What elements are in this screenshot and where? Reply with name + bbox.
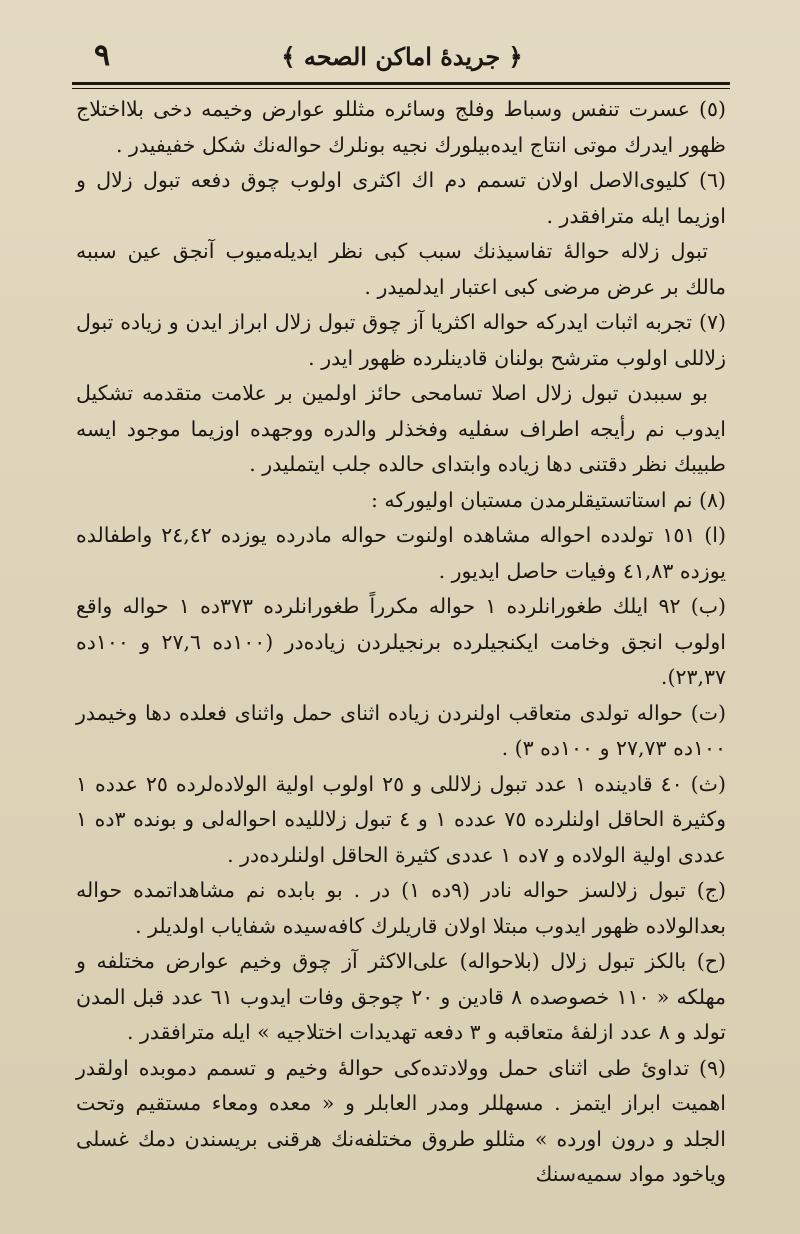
paragraph-8-te: (ت) حواله تولدى متعاقب اولنردن زياده اثناى حمل واثناى فعلده دها وخيمدر ١٠٠‌ده ٢٧,٧٣ و ١٠٠‌ده ٣) . (76, 700, 726, 760)
paragraph-7: (٧) تجربه اثبات ايدركه حواله اكثريا آز چوق تبول زلال ابراز ايدن و زياده تبول زلاللى اولوب مترشح بولنان قادينلرده ظهور ايدر . (76, 310, 726, 370)
page-header (72, 38, 732, 78)
paragraph-8: (٨) نم استاتستيقلرمدن مستبان اوليوركه : (371, 487, 726, 512)
header-rule-thick (72, 82, 730, 85)
paragraph-6: (٦) كليوى‌الاصل اولان تسمم دم اك اكثرى اولوب چوق دفعه تبول زلال و اوزيما ايله مترافقدر . (76, 168, 726, 228)
paragraph-8-ha: (ح) بالكز تبول زلال (بلاحواله) على‌الاكثر آز چوق وخيم عوارض مختلفه و مهلكه « ١١٠ خصوصده ٨ قادين و ٢٠ چوجق وفات ايدوب ٦١ عدد قبل المدن تولد و ٨ عدد ازلفهٔ متعاقبه و ٣ دفعه تهديدات اختلاجيه » ايله مترافقدر . (76, 949, 727, 1044)
paragraph-8-be: (ب) ٩٢ ايلك طغورانلرده ١ حواله مكرراً طغورانلرده ٣٧٣‌ده ١ حواله واقع اولوب انجق وخامت ايكنجيلرده برنجيلردن زياده‌در (١٠٠‌ده ٢٧,٦ و ١٠٠‌ده ٢٣,٣٧). (76, 594, 726, 689)
paragraph-8-alif: (ا) ١٥١ تولدده احواله مشاهده اولنوت حواله مادرده يوزده ٢٤,٤٢ واطفالده يوزده ٤١,٨٣ وفيات حاصل ايديور . (76, 523, 726, 583)
paragraph-edema: بو سببدن تبول زلال اصلا تسامحى حائز اولمين بر علامت متقدمه تشكيل ايدوب نم رأيجه اطراف سفليه وفخذلر والدره ووجهده اوزيما موجود ايسه طبيبك نظر دقتنى دها زياده وابتداى حالده جلب ايتمليدر . (76, 381, 726, 476)
page-number: ٩ (94, 38, 111, 73)
paragraph-8-se: (ث) ٤٠ قادينده ١ عدد تبول زلاللى و ٢٥ اولوب اولية الولاده‌لرده ٢٥ عدده ١ وكثيرة الحاقل اولنلرده ٧٥ عدده ١ و ٤ تبول زلالليده احواله‌لى و بونده ٣‌ده ١ عددى اولية الولاده و ٧‌ده ١ عددى كثيرة الحاقل اولنلرده‌در . (76, 771, 726, 867)
paragraph-5: (٥) عسرت تنفس وسباط وفلج وسائره مثللو عوارض وخيمه دخى بلااختلاج ظهور ايدرك موتى انتاج ايده‌بيلورك نجيه بونلرك حواله‌نك شكل خفيفيدر . (76, 97, 726, 157)
body-text (76, 92, 726, 1193)
header-rule-thin (72, 88, 730, 89)
paragraph-albuminuria: تبول زلاله حوالهٔ تفاسيذنك سبب كبى نظر ايديله‌ميوب آنجق عين سببه مالك بر عرض مرضى كبى اعتبار ايدلميدر . (76, 239, 726, 299)
paragraph-8-jim: (ج) تبول زلالسز حواله نادر (٩‌ده ١) در . بو بابده نم مشاهداتمده حواله بعدالولاده ظهور ايدوب مبتلا اولان قاريلرك كافه‌سيده شفاياب اولديلر . (76, 878, 727, 938)
running-title: ﴿ جريدهٔ اماكن الصحه ﴾ (281, 42, 523, 71)
paragraph-9: (٩) تداوئ طى اثناى حمل وولادتده‌كى حوالهٔ وخيم و تسمم دموبده اولقدر اهميت ابراز ايتمز . مسهللر ومدر العابلر و « معده ومعاء مستقيم وتحت الجلد و درون اورده » مثللو طروق مختلفه‌نك هرقنى بريسندن دمك غسلى وياخود مواد سميه‌سنك (76, 1055, 726, 1186)
